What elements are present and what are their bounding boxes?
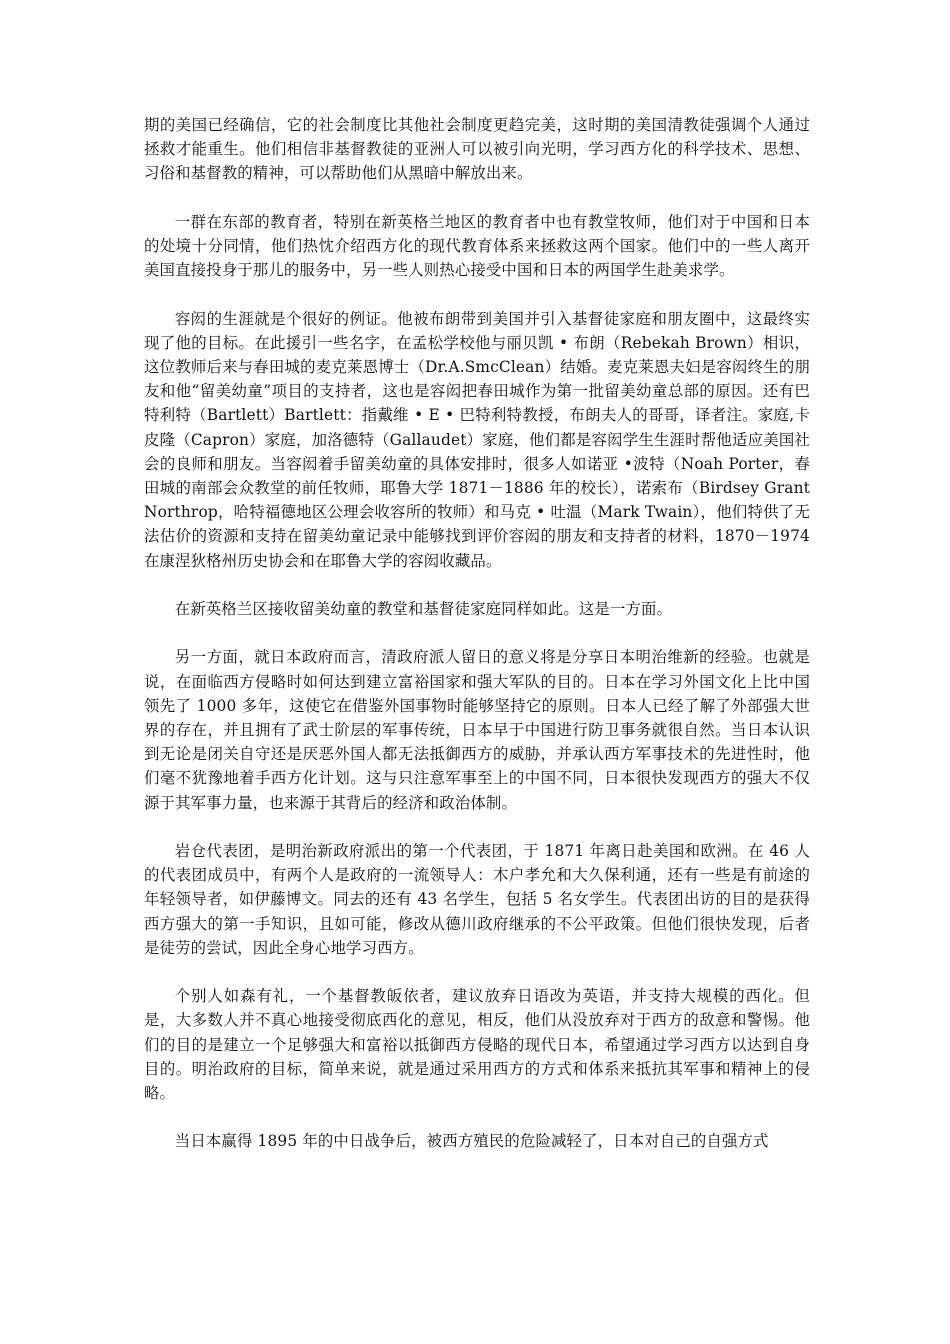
paragraph-6: 岩仓代表团，是明治新政府派出的第一个代表团，于 1871 年离日赴美国和欧洲。在 46 人的代表团成员中，有两个人是政府的一流领导人：木户孝允和大久保利通，还有一些是有前途的年轻领导者，如伊藤博文。同去的还有 43 名学生，包括 5 名女学生。代表团出访的目的是获得西方强大的第一手知识，且如可能，修改从德川政府继承的不公平政策。但他们很快发现，后者是徒劳的尝试，因此全身心地学习西方。 [144,842,810,957]
paragraph-8: 当日本赢得 1895 年的中日战争后，被西方殖民的危险减轻了，日本对自己的自强方式 [174,1132,769,1151]
paragraph-1: 期的美国已经确信，它的社会制度比其他社会制度更趋完美，这时期的美国清教徒强调个人通过拯救才能重生。他们相信非基督教徒的亚洲人可以被引向光明，学习西方化的科学技术、思想、习俗和基督教的精神，可以帮助他们从黑暗中解放出来。 [144,116,810,183]
paragraph-7: 个别人如森有礼，一个基督教皈依者，建议放弃日语改为英语，并支持大规模的西化。但是，大多数人并不真心地接受彻底西化的意见，相反，他们从没放弃对于西方的敌意和警惕。他们的目的是建立一个足够强大和富裕以抵御西方侵略的现代日本，希望通过学习西方以达到自身目的。明治政府的目标，简单来说，就是通过采用西方的方式和体系来抵抗其军事和精神上的侵略。 [144,987,810,1103]
paragraph-5: 另一方面，就日本政府而言，清政府派人留日的意义将是分享日本明治维新的经验。也就是说，在面临西方侵略时如何达到建立富裕国家和强大军队的目的。日本在学习外国文化上比中国领先了 1000 多年，这使它在借鉴外国事物时能够坚持它的原则。日本人已经了解了外部强大世界的存在，并且拥有了武士阶层的军事传统，日本早于中国进行防卫事务就很自然。当日本认识到无论是闭关自守还是厌恶外国人都无法抵御西方的威胁，并承认西方军事技术的先进性时，他们毫不犹豫地着手西方化计划。这与只注意军事至上的中国不同，日本很快发现西方的强大不仅源于其军事力量，也来源于其背后的经济和政治体制。 [144,648,810,812]
paragraph-3: 容闳的生涯就是个很好的例证。他被布朗带到美国并引入基督徒家庭和朋友圈中，这最终实现了他的目标。在此援引一些名字，在孟松学校他与丽贝凯 • 布朗（Rebekah Brown）相识，这位教师后来与春田城的麦克莱恩博士（Dr.A.SmcClean）结婚。麦克莱恩夫妇是容闳终生的朋友和他“留美幼童”项目的支持者，这也是容闳把春田城作为第一批留美幼童总部的原因。还有巴特利特（Bartlett）Bartlett：指戴维 • E • 巴特利特教授，布朗夫人的哥哥，译者注。家庭,卡皮隆（Capron）家庭，加洛德特（Gallaudet）家庭，他们都是容闳学生生涯时帮他适应美国社会的良师和朋友。当容闳着手留美幼童的具体安排时，很多人如诺亚 •波特（Noah Porter，春田城的南部会众教堂的前任牧师，耶鲁大学 1871－1886 年的校长），诺索布（Birdsey Grant Northrop，哈特福德地区公理会收容所的牧师）和马克 • 吐温（Mark Twain），他们特供了无法估价的资源和支持在留美幼童记录中能够找到评价容闳的朋友和支持者的材料，1870－1974 在康涅狄格州历史协会和在耶鲁大学的容闳收藏品。 [144,309,810,570]
paragraph-4: 在新英格兰区接收留美幼童的教堂和基督徒家庭同样如此。这是一方面。 [174,600,673,619]
document-body [144,113,810,1178]
paragraph-2: 一群在东部的教育者，特别在新英格兰地区的教育者中也有教堂牧师，他们对于中国和日本的处境十分同情，他们热忱介绍西方化的现代教育体系来拯救这两个国家。他们中的一些人离开美国直接投身于那儿的服务中，另一些人则热心接受中国和日本的两国学生赴美求学。 [144,212,810,280]
